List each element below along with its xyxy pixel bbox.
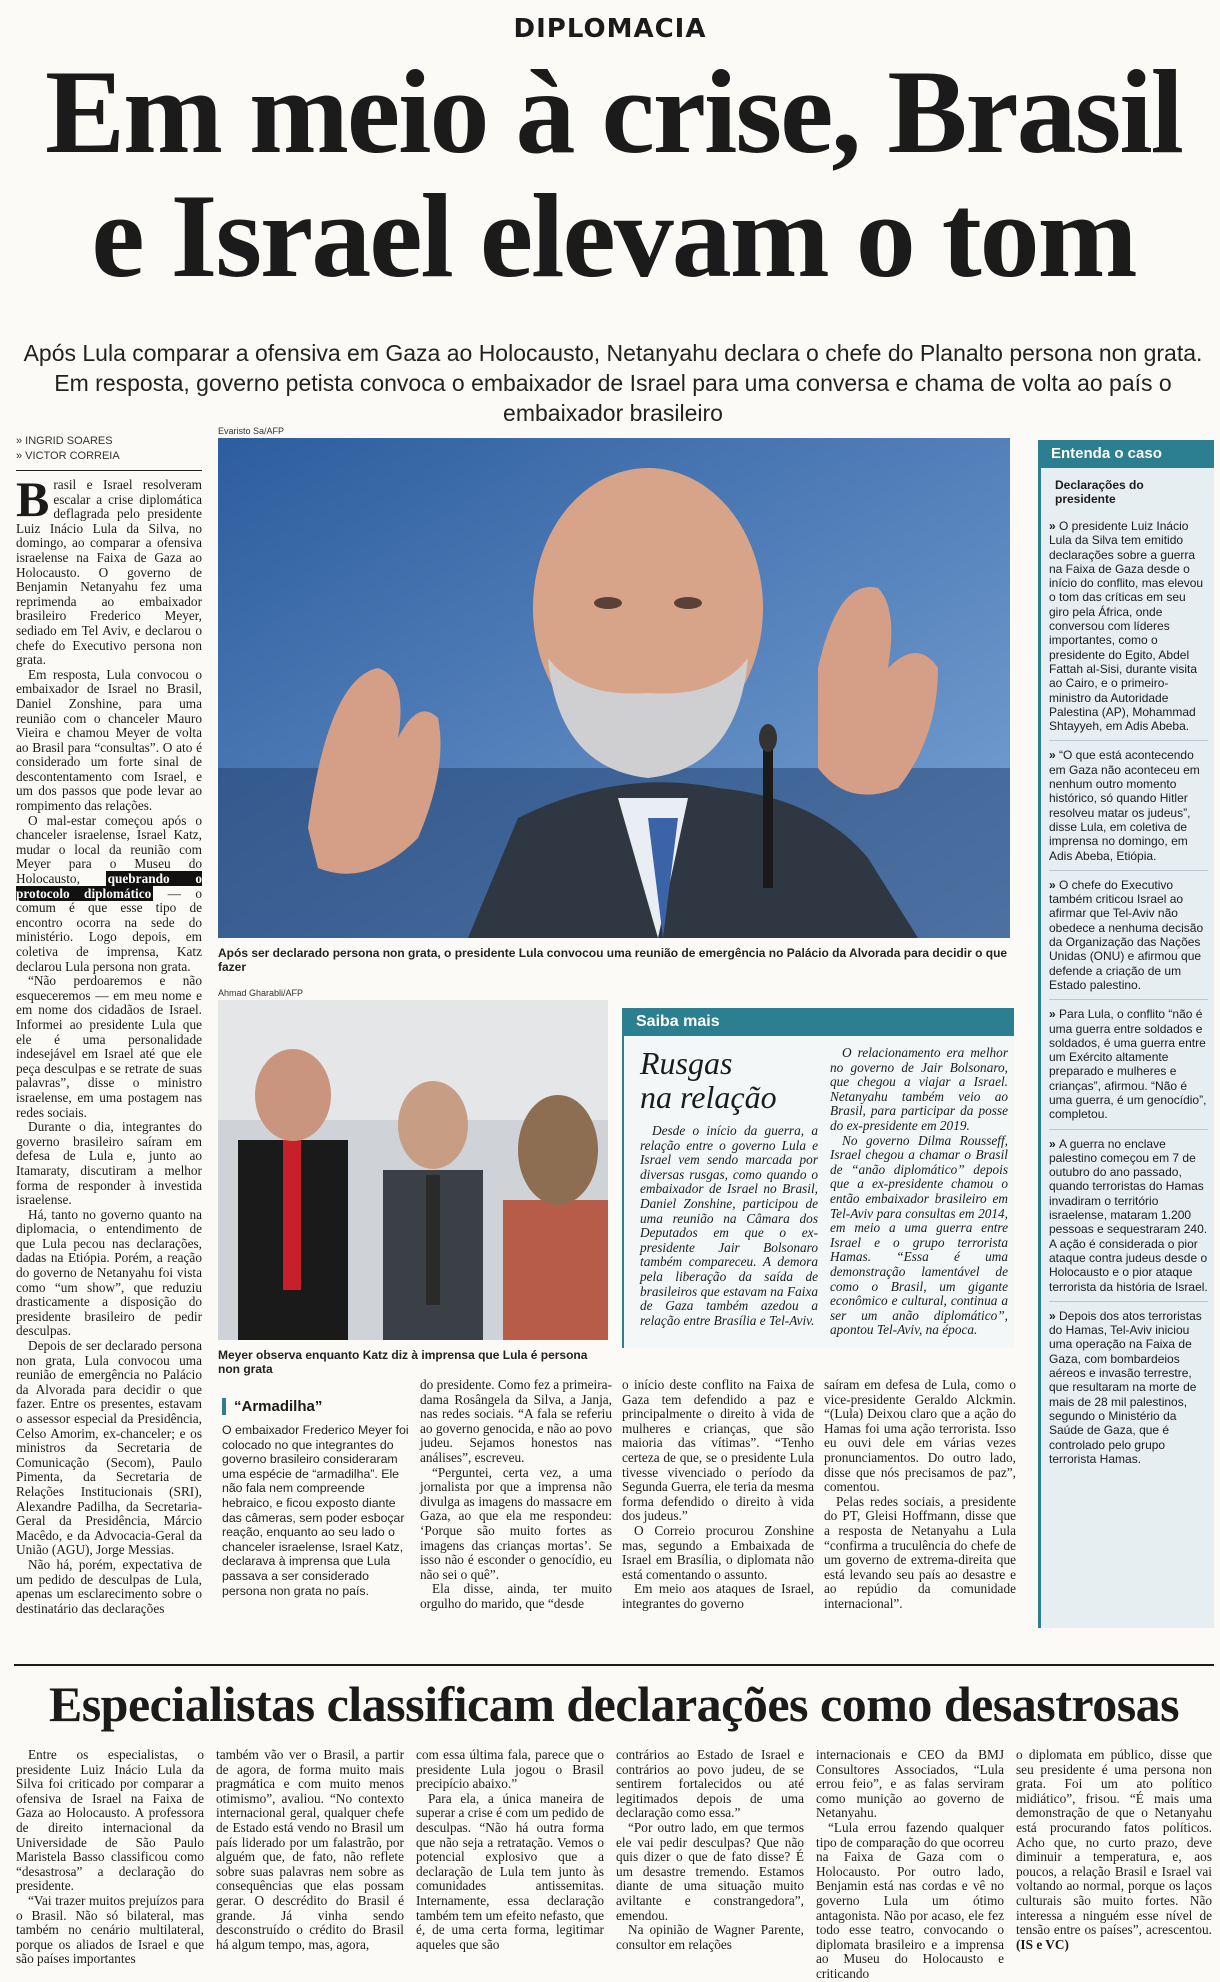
deck: Após Lula comparar a ofensiva em Gaza ao Holocausto, Netanyahu declara o chefe do Planalto persona non grata. Em resposta, governo petista convoca o embaixador de Israel para uma conversa e chama de volta ao país o embaixador brasileiro xyxy=(23,340,1203,426)
second-photo xyxy=(218,1000,608,1340)
second-story-headline: Especialistas classificam declarações como desastrosas xyxy=(48,1676,1180,1732)
article-column-5: saíram em defesa de Lula, como o vice-presidente Geraldo Alckmin. “(Lula) Deixou claro que a ação do Hamas foi uma ação terrorista. Isso eu ouvi dele em várias vezes pronunciamentos. Do outro lado, disse que nós precisamos de paz”, comentou. Pelas redes sociais, a presidente do PT, Gleisi Hoffmann, disse que a resposta de Netanyahu a Lula “confirma a truculência do chefe de um governo de extrema-direita que está levando seu país ao desastre e ao repúdio da comunidade internacional”. xyxy=(824,1377,1016,1611)
main-photo xyxy=(218,438,1010,938)
second-story-column-6: o diplomata em público, disse que seu presidente é uma persona non grata. Foi um ato político midiático”, frisou. “É mais uma demonstração de que o Netanyahu está procurando fatos políticos. Acho que, no curto prazo, deve diminuir a temperatura, e, aos poucos, a relação Brasil e Israel vai voltando ao normal, porque os laços culturais são muito fortes. Não interessa a ninguém esse nível de tensão entre os países”, acrescentou. (IS e VC) xyxy=(1016,1747,1212,1952)
article-column-4: o início deste conflito na Faixa de Gaza tem defendido a paz e principalmente o direito à vida de mulheres e crianças, que são maioria das vítimas”. “Tenho certeza de que, se o presidente Lula tivesse vivenciado o período da Segunda Guerra, ele teria da mesma forma defendido o direito à vida dos judeus.” O Correio procurou Zonshine mas, segundo a Embaixada de Israel em Brasília, o diplomata não está comentando o assunto. Em meio aos ataques de Israel, integrantes do governo xyxy=(622,1377,814,1611)
sidebar-item: » A guerra no enclave palestino começou em 7 de outubro do ano passado, quando terroristas do Hamas invadiram o território israelense, mataram 1.200 pessoas e sequestraram 240. A ação é considerada o pior ataque contra judeus desde o Holocausto e o pior ataque terrorista da história de Israel. xyxy=(1049,1129,1208,1301)
main-photo-caption: Após ser declarado persona non grata, o presidente Lula convocou uma reunião de emergência no Palácio da Alvorada para decidir o que fazer xyxy=(218,946,1008,974)
sidebar-item: » O chefe do Executivo também criticou Israel ao afirmar que Tel-Aviv não obedece a nenhuma decisão da Organização das Nações Unidas (ONU) e afirmou que defende a criação de um Estado palestino. xyxy=(1049,870,1208,999)
signature: (IS e VC) xyxy=(1016,1936,1069,1952)
headline-line-2: e Israel elevam o tom xyxy=(91,169,1136,302)
second-story-column-1: Entre os especialistas, o presidente Luiz Inácio Lula da Silva foi criticado por comparar a ofensiva de Israel na Faixa de Gaza ao Holocausto. A professora de direito internacional da Universidade de São Paulo Maristela Basso classificou como “desastrosa” a declaração do presidente. “Vai trazer muitos prejuízos para o Brasil. Não só bilateral, mas também no cenário multilateral, porque os aliados de Israel e que são países importantes xyxy=(16,1747,204,1967)
sidebar-item: » “O que está acontecendo em Gaza não aconteceu em nenhum outro momento histórico, só quando Hitler resolveu matar os judeus”, disse Lula, em coletiva de imprensa no domingo, em Adis Abeba, Etiópia. xyxy=(1049,740,1208,869)
byline xyxy=(16,434,206,464)
sidebar-title: Entenda o caso xyxy=(1041,440,1214,468)
second-story-column-5: internacionais e CEO da BMJ Consultores Associados, “Lula errou feio”, e as falas serviram como munição ao governo de Netanyahu. “Lula errou fazendo qualquer tipo de comparação do que ocorreu na Faixa de Gaza com o Holocausto. Por outro lado, Benjamin está nas cordas e vê no governo Lula um ótimo antagonista. Não por acaso, ele fez todo esse teatro, convocando o diplomata brasileiro e a imprensa ao Museu do Holocausto e criticando xyxy=(816,1747,1004,1981)
story-divider xyxy=(14,1664,1214,1666)
headline-line-1: Em meio à crise, Brasil xyxy=(44,45,1183,178)
article-column-1: Brasil e Israel resolveram escalar a crise diplomática deflagrada pelo presidente Luiz Inácio Lula da Silva, no domingo, ao comparar a ofensiva israelense na Faixa de Gaza ao Holocausto. O governo de Benjamin Netanyahu fez uma reprimenda ao embaixador brasileiro Frederico Meyer, sediado em Tel Aviv, e declarou o chefe do Executivo persona non grata. Em resposta, Lula convocou o embaixador de Israel no Brasil, Daniel Zonshine, para uma reunião com o chanceler Mauro Vieira e chamou Meyer de volta ao Brasil para “consultas”. O ato é considerado um forte sinal de descontentamento com Israel, e um dos passos que pode levar ao rompimento das relações. O mal-estar começou após o chanceler israelense, Israel Katz, mudar o local da reunião com Meyer para o Museu do Holocausto, quebrando o protocolo diplomático — o comum é que esse tipo de encontro ocorra na sede do ministério. Logo depois, em coletiva de imprensa, Katz declarou Lula persona non grata. “Não perdoaremos e não esqueceremos — em meu nome e em nome dos cidadãos de Israel. Informei ao presidente Lula que ele é uma personalidade indesejável em Israel até que ele peça desculpas e se retrate de suas palavras”, disse o ministro israelense, em uma postagem nas redes sociais. Durante o dia, integrantes do governo brasileiro saíram em defesa de Lula e, junto ao Itamaraty, discutiram a melhor forma de responder à investida israelense. Há, tanto no governo quanto na diplomacia, o entendimento de que Lula pecou nas declarações, dadas na Etiópia. Porém, a reação do governo de Netanyahu foi vista como “um show”, que reduziu drasticamente a disposição do presidente brasileiro de pedir desculpas. Depois de ser declarado persona non grata, Lula convocou uma reunião de emergência no Palácio da Alvorada para decidir o que fazer. Entre os presentes, estavam o assessor especial da Presidência, Celso Amorim, ex-chanceler; e os ministros da Secretaria de Comunicação (Secom), Paulo Pimenta, da Secretaria de Relações Institucionais (SRI), Alexandre Padilha, da Secretaria-Geral da Presidência, Márcio Macêdo, e da Advocacia-Geral da União (AGU), Jorge Messias. Não há, porém, expectativa de um pedido de desculpas de Lula, apenas um esclarecimento sobre o destinatário das declarações xyxy=(16,471,202,1616)
sidebar-list xyxy=(1041,512,1214,1473)
saiba-mais-box xyxy=(622,1008,1014,1348)
second-story-column-2: também vão ver o Brasil, a partir de agora, de forma muito mais pragmática e com muito menos otimismo”, avaliou. “No contexto internacional geral, qualquer chefe de Estado está vendo no Brasil um país liderado por um falastrão, por alguém que, de fato, não reflete sobre suas palavras nem sobre as consequências que elas possam gerar. O descrédito do Brasil é grande. Já vinha sendo desconstruído o crédito do Brasil há algum tempo, mas, agora, xyxy=(216,1747,404,1952)
sidebar-item: » Para Lula, o conflito “não é uma guerra entre soldados e soldados, é uma guerra entre um Exército altamente preparado e mulheres e crianças”, afirmou. “Não é uma guerra, é um genocídio”, completou. xyxy=(1049,999,1208,1128)
sidebar-item: » Depois dos atos terroristas do Hamas, Tel-Aviv iniciou uma operação na Faixa de Gaza, com bombardeios aéreos e invasão terrestre, que resultaram na morte de mais de 28 mil palestinos, segundo o Ministério da Saúde de Gaza, que é controlado pelo grupo terrorista Hamas. xyxy=(1049,1301,1208,1473)
second-story-column-3: com essa última fala, parece que o presidente Lula jogou o Brasil precipício abaixo.” Para ela, a única maneira de superar a crise é com um pedido de desculpas. “Não há outra forma que não seja a retratação. Vemos o potencial explosivo que a declaração de Lula tem junto às comunidades antissemitas. Internamente, essa declaração também tem um efeito nefasto, que é, de uma certa forma, legitimar aqueles que são xyxy=(416,1747,604,1952)
second-photo-credit: Ahmad Gharabli/AFP xyxy=(218,988,304,998)
byline-author-1: » INGRID SOARES xyxy=(16,435,113,447)
saiba-mais-column-1: Desde o início da guerra, a relação entre o governo Lula e Israel vem sendo marcada por diversas rusgas, como quando o embaixador de Israel no Brasil, Daniel Zonshine, participou de uma reunião na Câmara dos Deputados em que o ex-presidente Jair Bolsonaro também compareceu. A demora pela liberação da saída de brasileiros que estavam na Faixa de Gaza também azedou a relação entre Brasília e Tel-Aviv. xyxy=(640,1123,818,1328)
armadilha-text: O embaixador Frederico Meyer foi colocado no que integrantes do governo brasileiro consideraram uma espécie de “armadilha”. Ele não fala nem compreende hebraico, e ficou exposto diante das câmeras, sem poder esboçar reação, enquanto ao seu lado o chanceler israelense, Israel Katz, declarava à imprensa que Lula passava a ser considerado persona non grata no país. xyxy=(222,1423,409,1598)
byline-author-2: » VICTOR CORREIA xyxy=(16,450,120,462)
second-story-column-4: contrários ao Estado de Israel e contrários ao povo judeu, de se sentirem fortalecidos ou até legitimados depois de uma declaração como essa.” “Por outro lado, em que termos ele vai pedir desculpas? Que não quis dizer o que de fato disse? É um desastre tremendo. Estamos diante de uma situação muito aviltante e constrangedora”, emendou. Na opinião de Wagner Parente, consultor em relações xyxy=(616,1747,804,1952)
drop-cap: B xyxy=(16,471,50,527)
entenda-o-caso-sidebar xyxy=(1038,440,1214,1628)
armadilha-box xyxy=(222,1398,412,1638)
saiba-mais-column-2: O relacionamento era melhor no governo de Jair Bolsonaro, que chegou a viajar a Israel. Netanyahu também veio ao Brasil, para participar da posse do ex-presidente em 2019. No governo Dilma Rousseff, Israel chegou a chamar o Brasil de “anão diplomático” depois que a ex-presidente chamou o então embaixador brasileiro em Tel-Aviv para consultas em 2014, em meio a uma guerra entre Israel e o grupo terrorista Hamas. “Essa é uma demonstração lamentável de como o Brasil, um gigante econômico e cultural, continua a ser um anão diplomático”, apontou Tel-Aviv, na época. xyxy=(830,1045,1008,1338)
highlighted-phrase: quebrando o protocolo diplomático xyxy=(16,871,202,901)
sidebar-item: » O presidente Luiz Inácio Lula da Silva tem emitido declarações sobre a guerra na Faixa de Gaza desde o início do conflito, mas elevou o tom das críticas em seu giro pela África, onde conversou com líderes importantes, como o presidente do Egito, Abdel Fattah al-Sisi, durante visita ao Cairo, e o primeiro-ministro da Autoridade Palestina (AP), Mohammad Shtayyeh, em Adis Abeba. xyxy=(1049,512,1208,740)
saiba-mais-title: Rusgas na relação xyxy=(640,1045,777,1115)
photo-lula-illustration xyxy=(218,438,1010,938)
article-column-3: do presidente. Como fez a primeira-dama Rosângela da Silva, a Janja, nas redes sociais. “A fala se referiu ao governo genocida, e não ao povo judeu. Sejamos honestos nas análises”, escreveu. “Perguntei, certa vez, a uma jornalista por que a imprensa não divulga as imagens do massacre em Gaza, ao que ela me respondeu: ‘Porque são muito fortes as imagens das crianças mortas’. Se isso não é esconder o genocídio, eu não sei o quê”. Ela disse, ainda, ter muito orgulho do marido, que “desde xyxy=(420,1377,612,1611)
armadilha-title: “Armadilha” xyxy=(222,1398,412,1415)
saiba-mais-label: Saiba mais xyxy=(624,1008,1014,1036)
main-photo-credit: Evaristo Sa/AFP xyxy=(218,426,285,436)
section-kicker: DIPLOMACIA xyxy=(513,14,707,44)
photo-katz-meyer-illustration xyxy=(218,1000,608,1340)
second-photo-caption: Meyer observa enquanto Katz diz à imprensa que Lula é persona non grata xyxy=(218,1348,588,1376)
sidebar-subtitle: Declarações do presidente xyxy=(1055,478,1144,506)
